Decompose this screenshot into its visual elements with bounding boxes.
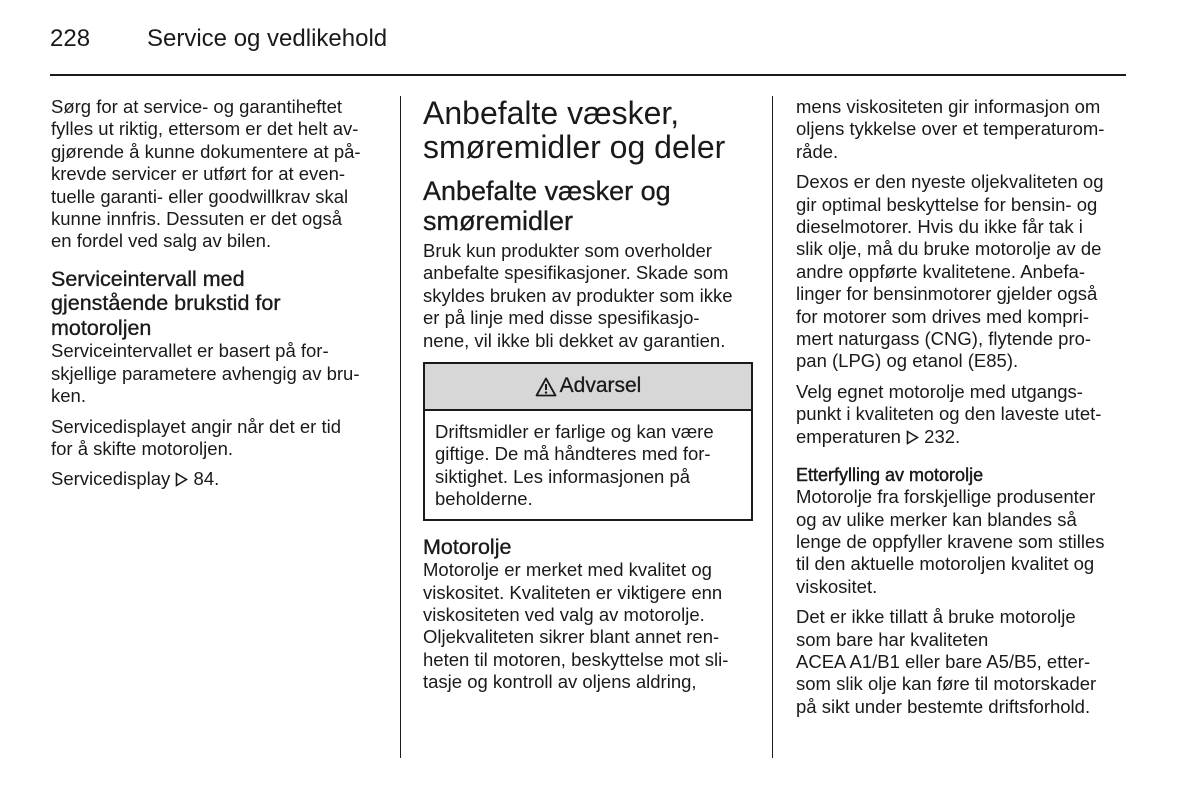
dexos-paragraph: Dexos er den nyeste oljekvaliteten og gir optimal beskyttelse for bensin- og dieselmotorer. Hvis du ikke får tak i slik olje, må du bruke motorolje av de andre oppførte kvalitetene. Anbefa- linger for bensinmotorer gjelder også for motorer som drives med kompri- mert naturgass (CNG), flytende pro- pan (LPG) og etanol (E85). [796,171,1104,372]
header-divider [50,74,1126,76]
products-paragraph: Bruk kun produkter som overholder anbefalte spesifikasjoner. Skade som skyldes bruken av produkter som ikke er på linje med disse spesifikasjo- nene, vil ikke bli dekket av garantien. [423,240,733,351]
warning-title: Advarsel [559,374,642,398]
service-interval-paragraph: Serviceintervallet er basert på for- skjellige parametere avhengig av bru- ken. [51,340,360,407]
reference-page: 232. [919,425,961,447]
oil-selection-paragraph [796,381,1131,450]
warning-header [425,364,751,411]
service-display-reference [51,468,376,492]
refill-paragraph: Motorolje fra forskjellige produsenter og av ulike merker kan blandes så lenge de oppfyller kravene som stilles til den aktuelle motoroljen kvalitet og viskositet. [796,486,1105,597]
refill-heading: Etterfylling av motorolje [796,465,984,486]
motor-oil-paragraph: Motorolje er merket med kvalitet og viskositet. Kvaliteten er viktigere enn viskositeten ved valg av motorolje. Oljekvaliteten sikrer blant annet ren- heten til motoren, beskyttelse mot sli- tasje og kontroll av oljens aldring, [423,559,729,693]
motor-oil-heading: Motorolje [423,534,512,559]
page-reference-arrow-icon [906,428,919,450]
warning-box [423,362,753,521]
warning-triangle-icon [535,377,557,397]
intro-paragraph: Sørg for at service- og garantiheftet fylles ut riktig, ettersom er det helt av- gjørende å kunne dokumentere at på- krevde servicer er utført for at even- tuelle garanti- eller goodwillkrav skal kunne innfris. Dessuten er det også en fordel ved salg av bilen. [51,96,361,252]
acea-paragraph: Det er ikke tillatt å bruke motorolje som bare har kvaliteten ACEA A1/B1 eller bare A5/B5, etter- som slik olje kan føre til motorskader på sikt under bestemte driftsforhold. [796,606,1097,717]
warning-text: Driftsmidler er farlige og kan være giftige. De må håndteres med for- siktighet. Les informasjonen på beholderne. [435,421,714,510]
column-middle [423,96,753,702]
page-header [50,25,387,61]
viscosity-paragraph: mens viskositeten gir informasjon om oljens tykkelse over et temperaturom- råde. [796,96,1105,162]
service-display-paragraph: Servicedisplayet angir når det er tid for å skifte motoroljen. [51,415,341,459]
column-right [796,96,1131,726]
section-heading: Anbefalte væsker og smøremidler [423,176,671,236]
reference-page: 84. [188,468,220,490]
service-interval-heading: Serviceintervall med gjenstående brukstid for motoroljen [51,266,281,340]
running-title: Service og vedlikehold [147,25,388,52]
main-heading: Anbefalte væsker, smøremidler og deler [423,95,726,165]
column-divider-left [400,96,401,758]
oil-selection-text: Velg egnet motorolje med utgangs- punkt i kvaliteten og den laveste utet- emperaturen [796,380,1102,447]
reference-text: Servicedisplay [51,468,171,490]
column-left [51,96,376,501]
column-divider-right [772,96,773,758]
page-number: 228 [50,25,91,52]
page-reference-arrow-icon [175,470,188,492]
